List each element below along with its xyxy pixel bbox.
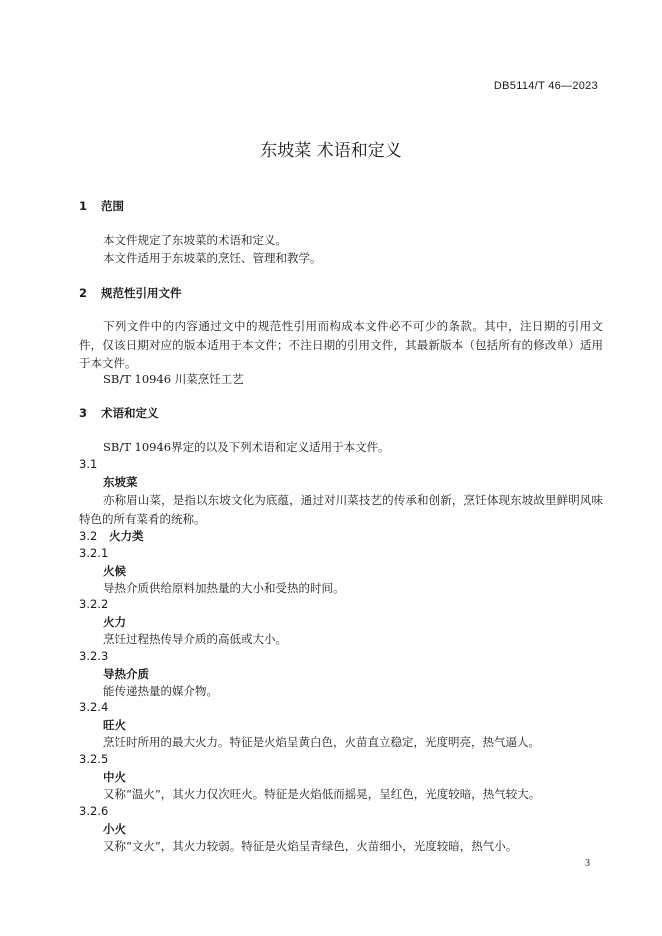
term-definition: 又称“温火”，其火力仅次旺火。特征是火焰低而摇晃，呈红色，光度较暗，热气较大。 — [103, 787, 541, 801]
section-title: 范围 — [101, 199, 124, 213]
normative-references-paragraph: 下列文件中的内容通过文中的规范性引用而构成本文件必不可少的条款。其中，注日期的引用文件，仅该日期对应的版本适用于本文件；不注日期的引用文件，其最新版本（包括所有的修改单）适用于本文件。 — [79, 319, 603, 370]
page-title: 东坡菜 术语和定义 — [260, 141, 402, 161]
term-number: 3.2.2 — [79, 597, 109, 611]
term-name: 中火 — [103, 770, 126, 784]
term-definition: 亦称眉山菜，是指以东坡文化为底蕴，通过对川菜技艺的传承和创新，烹饪体现东坡故里鲜明风味特色的所有菜肴的统称。 — [79, 493, 603, 526]
term-number: 3.2.1 — [79, 546, 109, 560]
page-number: 3 — [585, 858, 590, 869]
term-definition: 烹饪过程热传导介质的高低或大小。 — [103, 632, 287, 646]
section-number: 2 — [79, 286, 88, 300]
section-heading-normative-references — [79, 285, 182, 301]
term-number: 3.2.6 — [79, 804, 109, 818]
reference-entry: SB/T 10946 川菜烹饪工艺 — [103, 372, 244, 386]
term-number: 3.2.4 — [79, 700, 109, 714]
scope-line-1: 本文件规定了东坡菜的术语和定义。 — [103, 233, 287, 247]
term-definition: 又称“文火”，其火力较弱。特征是火焰呈青绿色，火苗细小，光度较暗，热气小。 — [103, 839, 518, 853]
term-heading-fire-category — [79, 528, 144, 544]
term-name: 火力 — [103, 615, 126, 629]
term-name: 小火 — [103, 822, 126, 836]
document-number: DB5114/T 46—2023 — [493, 80, 598, 92]
section-number: 3 — [79, 406, 88, 420]
section-heading-terms-definitions — [79, 405, 159, 421]
scope-line-2: 本文件适用于东坡菜的烹饪、管理和教学。 — [103, 251, 322, 265]
section-number: 1 — [79, 199, 88, 213]
term-name: 火力类 — [109, 529, 144, 543]
term-number: 3.1 — [79, 457, 98, 471]
term-name: 火候 — [103, 564, 126, 578]
term-number: 3.2.3 — [79, 649, 109, 663]
term-name: 东坡菜 — [103, 475, 138, 489]
term-name: 旺火 — [103, 718, 126, 732]
terms-intro: SB/T 10946界定的以及下列术语和定义适用于本文件。 — [103, 440, 390, 454]
section-title: 规范性引用文件 — [101, 286, 182, 300]
term-name: 导热介质 — [103, 667, 149, 681]
section-heading-scope — [79, 198, 124, 214]
term-number: 3.2 — [79, 529, 98, 543]
term-definition: 烹饪时所用的最大火力。特征是火焰呈黄白色，火苗直立稳定，光度明亮，热气逼人。 — [103, 735, 540, 749]
section-title: 术语和定义 — [101, 406, 159, 420]
term-number: 3.2.5 — [79, 752, 109, 766]
term-definition: 能传递热量的媒介物。 — [103, 684, 218, 698]
term-definition: 导热介质供给原料加热量的大小和受热的时间。 — [103, 581, 345, 595]
